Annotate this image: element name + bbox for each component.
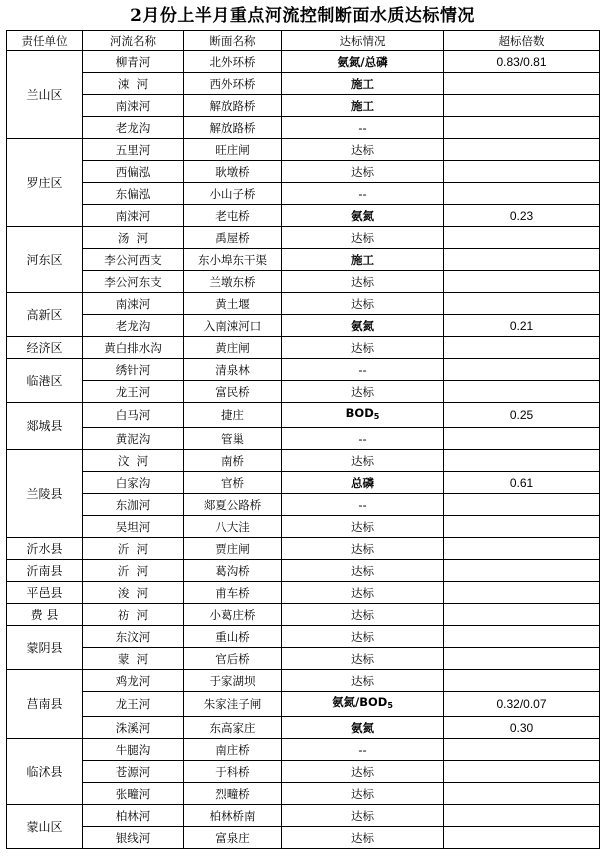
compliance-status-text: -- <box>358 431 367 446</box>
compliance-status-cell <box>282 337 444 359</box>
table-row <box>7 183 600 205</box>
exceed-multiple-cell <box>444 139 600 161</box>
section-name-cell: 解放路桥 <box>184 95 282 117</box>
subscript-text: 5 <box>387 701 393 710</box>
compliance-status-cell <box>282 293 444 315</box>
compliance-status-text: -- <box>358 742 367 757</box>
section-name-cell: 北外环桥 <box>184 51 282 73</box>
exceed-multiple-cell <box>444 161 600 183</box>
river-name-cell: 东汶河 <box>83 626 184 648</box>
header-exceed-multiple: 超标倍数 <box>444 31 600 51</box>
exceed-multiple-cell <box>444 670 600 692</box>
river-name-cell: 沂 河 <box>83 560 184 582</box>
section-name-cell: 黄庄闸 <box>184 337 282 359</box>
compliance-status-cell <box>282 205 444 227</box>
table-row <box>7 494 600 516</box>
compliance-status-cell <box>282 51 444 73</box>
river-name-cell: 苍源河 <box>83 761 184 783</box>
section-name-cell: 入南涑河口 <box>184 315 282 337</box>
district-cell: 郯城县 <box>7 403 83 450</box>
river-name-cell: 李公河东支 <box>83 271 184 293</box>
section-name-cell: 柏林桥南 <box>184 805 282 827</box>
exceed-multiple-cell: 0.32/0.07 <box>444 692 600 717</box>
district-cell: 兰陵县 <box>7 450 83 538</box>
header-section-name: 断面名称 <box>184 31 282 51</box>
exceed-multiple-cell <box>444 249 600 271</box>
section-name-cell: 禹屋桥 <box>184 227 282 249</box>
river-name-cell: 牛腿沟 <box>83 739 184 761</box>
exceed-multiple-cell <box>444 227 600 249</box>
compliance-status-text: 达标 <box>351 830 374 845</box>
section-name-cell: 小葛庄桥 <box>184 604 282 626</box>
section-name-cell: 管巢 <box>184 428 282 450</box>
river-name-cell: 西偏泓 <box>83 161 184 183</box>
river-name-cell: 汤 河 <box>83 227 184 249</box>
exceed-multiple-cell <box>444 827 600 849</box>
compliance-status-cell <box>282 717 444 739</box>
section-name-cell: 兰墩东桥 <box>184 271 282 293</box>
compliance-status-cell <box>282 139 444 161</box>
exceed-multiple-cell <box>444 494 600 516</box>
header-compliance: 达标情况 <box>282 31 444 51</box>
district-cell: 河东区 <box>7 227 83 293</box>
compliance-status-cell <box>282 783 444 805</box>
district-cell: 罗庄区 <box>7 139 83 227</box>
river-name-cell: 南涑河 <box>83 293 184 315</box>
compliance-status-cell <box>282 516 444 538</box>
compliance-status-cell <box>282 315 444 337</box>
exceed-multiple-cell <box>444 293 600 315</box>
section-name-cell: 葛沟桥 <box>184 560 282 582</box>
table-row <box>7 161 600 183</box>
header-river-name: 河流名称 <box>83 31 184 51</box>
table-row <box>7 472 600 494</box>
compliance-status-text: 达标 <box>351 673 374 688</box>
compliance-status-text: -- <box>358 362 367 377</box>
river-name-cell: 洙溪河 <box>83 717 184 739</box>
table-row <box>7 95 600 117</box>
section-name-cell: 贾庄闸 <box>184 538 282 560</box>
section-name-cell: 郯夏公路桥 <box>184 494 282 516</box>
district-cell: 沂水县 <box>7 538 83 560</box>
river-name-cell: 柏林河 <box>83 805 184 827</box>
district-cell: 经济区 <box>7 337 83 359</box>
river-name-cell: 黄白排水沟 <box>83 337 184 359</box>
compliance-status-text: 氨氮/总磷 <box>337 54 388 69</box>
river-name-cell: 沂 河 <box>83 538 184 560</box>
table-row <box>7 403 600 428</box>
section-name-cell: 八大洼 <box>184 516 282 538</box>
exceed-multiple-cell: 0.83/0.81 <box>444 51 600 73</box>
compliance-status-text: 达标 <box>351 629 374 644</box>
compliance-status-text: 氨氮 <box>351 720 374 735</box>
table-row <box>7 604 600 626</box>
river-name-cell: 老龙沟 <box>83 117 184 139</box>
compliance-status-cell <box>282 73 444 95</box>
exceed-multiple-cell <box>444 450 600 472</box>
compliance-status-cell <box>282 428 444 450</box>
compliance-status-cell <box>282 183 444 205</box>
compliance-status-cell <box>282 472 444 494</box>
compliance-status-text: 达标 <box>351 164 374 179</box>
header-responsible-unit: 责任单位 <box>7 31 83 51</box>
river-name-cell: 汶 河 <box>83 450 184 472</box>
compliance-status-text: 达标 <box>351 340 374 355</box>
compliance-status-cell <box>282 604 444 626</box>
compliance-status-text: 施工 <box>351 252 374 267</box>
district-cell: 高新区 <box>7 293 83 337</box>
compliance-status-cell <box>282 161 444 183</box>
water-quality-table <box>6 30 600 849</box>
compliance-status-text: -- <box>358 497 367 512</box>
exceed-multiple-cell <box>444 604 600 626</box>
compliance-status-text: -- <box>358 186 367 201</box>
compliance-status-text: 氨氮/BOD <box>332 695 388 709</box>
compliance-status-cell <box>282 381 444 403</box>
compliance-status-text: 达标 <box>351 541 374 556</box>
exceed-multiple-cell <box>444 516 600 538</box>
section-name-cell: 黄土堰 <box>184 293 282 315</box>
section-name-cell: 小山子桥 <box>184 183 282 205</box>
district-cell: 蒙山区 <box>7 805 83 849</box>
river-name-cell: 张疃河 <box>83 783 184 805</box>
district-cell: 莒南县 <box>7 670 83 739</box>
exceed-multiple-cell <box>444 538 600 560</box>
exceed-multiple-cell <box>444 761 600 783</box>
table-row <box>7 582 600 604</box>
compliance-status-text: 总磷 <box>351 475 374 490</box>
compliance-status-cell <box>282 95 444 117</box>
table-row <box>7 761 600 783</box>
compliance-status-cell <box>282 761 444 783</box>
exceed-multiple-cell <box>444 117 600 139</box>
compliance-status-text: -- <box>358 120 367 135</box>
section-name-cell: 烈疃桥 <box>184 783 282 805</box>
exceed-multiple-cell: 0.21 <box>444 315 600 337</box>
compliance-status-cell <box>282 648 444 670</box>
river-name-cell: 南涑河 <box>83 205 184 227</box>
compliance-status-cell <box>282 560 444 582</box>
table-body <box>7 51 600 849</box>
table-row <box>7 538 600 560</box>
table-row <box>7 692 600 717</box>
table-row <box>7 626 600 648</box>
section-name-cell: 东小埠东干渠 <box>184 249 282 271</box>
compliance-status-text: 氨氮 <box>351 208 374 223</box>
river-name-cell: 白马河 <box>83 403 184 428</box>
section-name-cell: 南庄桥 <box>184 739 282 761</box>
table-row <box>7 293 600 315</box>
table-row <box>7 428 600 450</box>
exceed-multiple-cell <box>444 626 600 648</box>
section-name-cell: 于家湖坝 <box>184 670 282 692</box>
river-name-cell: 银线河 <box>83 827 184 849</box>
table-row <box>7 359 600 381</box>
exceed-multiple-cell <box>444 183 600 205</box>
section-name-cell: 解放路桥 <box>184 117 282 139</box>
exceed-multiple-cell: 0.25 <box>444 403 600 428</box>
compliance-status-text: 达标 <box>351 563 374 578</box>
district-cell: 临港区 <box>7 359 83 403</box>
exceed-multiple-cell: 0.61 <box>444 472 600 494</box>
compliance-status-text: 达标 <box>351 607 374 622</box>
compliance-status-text: 达标 <box>351 453 374 468</box>
table-row <box>7 117 600 139</box>
table-row <box>7 648 600 670</box>
exceed-multiple-cell <box>444 271 600 293</box>
section-name-cell: 于科桥 <box>184 761 282 783</box>
exceed-multiple-cell <box>444 783 600 805</box>
table-row <box>7 271 600 293</box>
river-name-cell: 鸡龙河 <box>83 670 184 692</box>
table-row <box>7 717 600 739</box>
exceed-multiple-cell <box>444 805 600 827</box>
exceed-multiple-cell <box>444 560 600 582</box>
compliance-status-cell <box>282 117 444 139</box>
section-name-cell: 清泉林 <box>184 359 282 381</box>
section-name-cell: 南桥 <box>184 450 282 472</box>
river-name-cell: 龙王河 <box>83 381 184 403</box>
compliance-status-text: 达标 <box>351 230 374 245</box>
table-row <box>7 337 600 359</box>
section-name-cell: 甫车桥 <box>184 582 282 604</box>
river-name-cell: 老龙沟 <box>83 315 184 337</box>
section-name-cell: 东高家庄 <box>184 717 282 739</box>
compliance-status-text: 达标 <box>351 519 374 534</box>
compliance-status-text: 达标 <box>351 808 374 823</box>
exceed-multiple-cell <box>444 428 600 450</box>
compliance-status-text: 施工 <box>351 98 374 113</box>
exceed-multiple-cell <box>444 582 600 604</box>
exceed-multiple-cell <box>444 337 600 359</box>
section-name-cell: 旺庄闸 <box>184 139 282 161</box>
section-name-cell: 重山桥 <box>184 626 282 648</box>
river-name-cell: 白家沟 <box>83 472 184 494</box>
compliance-status-cell <box>282 450 444 472</box>
compliance-status-cell <box>282 249 444 271</box>
district-cell: 平邑县 <box>7 582 83 604</box>
compliance-status-text: 达标 <box>351 786 374 801</box>
table-row <box>7 450 600 472</box>
section-name-cell: 官后桥 <box>184 648 282 670</box>
page-title: 2月份上半月重点河流控制断面水质达标情况 <box>130 6 475 26</box>
exceed-multiple-cell <box>444 739 600 761</box>
compliance-status-text: 达标 <box>351 296 374 311</box>
compliance-status-text: 达标 <box>351 384 374 399</box>
river-name-cell: 东泇河 <box>83 494 184 516</box>
compliance-status-cell <box>282 359 444 381</box>
table-row <box>7 315 600 337</box>
compliance-status-text: 达标 <box>351 764 374 779</box>
compliance-status-cell <box>282 538 444 560</box>
compliance-status-cell <box>282 271 444 293</box>
district-cell: 临沭县 <box>7 739 83 805</box>
compliance-status-text: 达标 <box>351 142 374 157</box>
river-name-cell: 龙王河 <box>83 692 184 717</box>
district-cell: 沂南县 <box>7 560 83 582</box>
subscript-text: 5 <box>373 412 380 421</box>
exceed-multiple-cell: 0.30 <box>444 717 600 739</box>
district-cell: 蒙阴县 <box>7 626 83 670</box>
table-row <box>7 249 600 271</box>
section-name-cell: 富泉庄 <box>184 827 282 849</box>
compliance-status-cell <box>282 692 444 717</box>
river-name-cell: 五里河 <box>83 139 184 161</box>
compliance-status-text: 达标 <box>351 651 374 666</box>
district-cell: 费 县 <box>7 604 83 626</box>
section-name-cell: 西外环桥 <box>184 73 282 95</box>
exceed-multiple-cell <box>444 95 600 117</box>
river-name-cell: 涑 河 <box>83 73 184 95</box>
exceed-multiple-cell: 0.23 <box>444 205 600 227</box>
section-name-cell: 富民桥 <box>184 381 282 403</box>
compliance-status-cell <box>282 582 444 604</box>
compliance-status-cell <box>282 227 444 249</box>
compliance-status-text: 达标 <box>351 274 374 289</box>
compliance-status-text: 达标 <box>351 585 374 600</box>
compliance-status-text: 施工 <box>351 76 374 91</box>
table-row <box>7 805 600 827</box>
district-cell: 兰山区 <box>7 51 83 139</box>
exceed-multiple-cell <box>444 381 600 403</box>
compliance-status-cell <box>282 827 444 849</box>
section-name-cell: 耿墩桥 <box>184 161 282 183</box>
compliance-status-cell <box>282 670 444 692</box>
river-name-cell: 祊 河 <box>83 604 184 626</box>
compliance-status-cell <box>282 403 444 428</box>
table-row <box>7 73 600 95</box>
exceed-multiple-cell <box>444 648 600 670</box>
table-row <box>7 227 600 249</box>
compliance-status-cell <box>282 626 444 648</box>
river-name-cell: 浚 河 <box>83 582 184 604</box>
compliance-status-cell <box>282 494 444 516</box>
compliance-status-cell <box>282 805 444 827</box>
table-row <box>7 381 600 403</box>
section-name-cell: 老屯桥 <box>184 205 282 227</box>
exceed-multiple-cell <box>444 359 600 381</box>
table-row <box>7 139 600 161</box>
river-name-cell: 吴坦河 <box>83 516 184 538</box>
river-name-cell: 柳青河 <box>83 51 184 73</box>
table-row <box>7 783 600 805</box>
river-name-cell: 李公河西支 <box>83 249 184 271</box>
compliance-status-text: BOD <box>345 406 374 420</box>
table-row <box>7 560 600 582</box>
river-name-cell: 黄泥沟 <box>83 428 184 450</box>
table-row <box>7 205 600 227</box>
table-row <box>7 516 600 538</box>
table-row <box>7 670 600 692</box>
exceed-multiple-cell <box>444 73 600 95</box>
section-name-cell: 朱家洼子闸 <box>184 692 282 717</box>
river-name-cell: 东偏泓 <box>83 183 184 205</box>
table-row <box>7 827 600 849</box>
section-name-cell: 捷庄 <box>184 403 282 428</box>
table-row <box>7 51 600 73</box>
compliance-status-text: 氨氮 <box>351 318 374 333</box>
table-header-row <box>7 31 600 51</box>
river-name-cell: 蒙 河 <box>83 648 184 670</box>
compliance-status-cell <box>282 739 444 761</box>
river-name-cell: 南涑河 <box>83 95 184 117</box>
river-name-cell: 绣针河 <box>83 359 184 381</box>
table-row <box>7 739 600 761</box>
section-name-cell: 官桥 <box>184 472 282 494</box>
